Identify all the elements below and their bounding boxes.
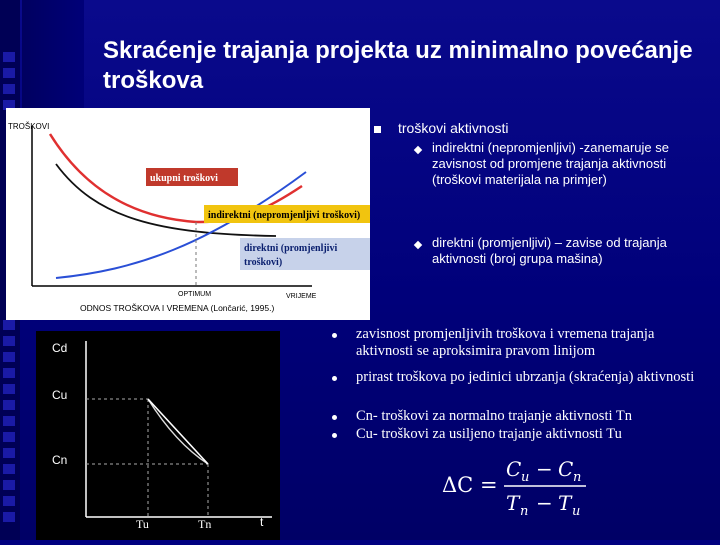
direct-cost-chart (36, 331, 280, 540)
numerator-sub-n: n (573, 470, 582, 485)
strip-square (3, 512, 15, 522)
tn-label: Tn (198, 517, 212, 531)
y-axis-label: TROŠKOVI (8, 122, 50, 131)
cn-label: Cn (52, 453, 68, 467)
bullet-dot-icon (332, 433, 337, 438)
strip-square (3, 464, 15, 474)
numerator-minus: − (536, 457, 553, 481)
cd-label: Cd (52, 341, 68, 355)
slide-title: Skraćenje trajanja projekta uz minimalno povećanje troškova (103, 37, 693, 94)
cost-slope-formula (440, 452, 600, 522)
strip-square (3, 352, 15, 362)
linear-approximation (148, 399, 208, 464)
numerator-sub-u: u (521, 470, 530, 485)
denominator-minus: − (536, 491, 553, 515)
strip-square (3, 368, 15, 378)
strip-square (3, 320, 15, 330)
bullet-diamond-icon (414, 146, 422, 154)
strip-square (3, 384, 15, 394)
bullet-dot-icon (332, 376, 337, 381)
cost-time-chart (6, 108, 370, 320)
strip-square (3, 432, 15, 442)
numerator-c2: C (558, 457, 574, 481)
bullet-item-1: zavisnost promjenljivih troškova i vremena trajanja aktivnosti se aproksimira pravom linijom (356, 326, 655, 359)
strip-square (3, 336, 15, 346)
formula-lhs: ΔC (442, 473, 474, 497)
bullet-dot-icon (332, 333, 337, 338)
numerator-c1: C (506, 457, 522, 481)
chart-caption: ODNOS TROŠKOVA I VREMENA (Lončarić, 1995.) (80, 303, 275, 313)
bullet-diamond-icon (414, 241, 422, 249)
denominator-t1: T (506, 491, 520, 515)
cost-time-chart-svg (6, 108, 370, 320)
denominator-sub-u: u (572, 504, 581, 519)
strip-square (3, 496, 15, 506)
bullet-square-icon (374, 126, 381, 133)
bullet-main: troškovi aktivnosti (398, 120, 509, 136)
x-axis-label: VRIJEME (286, 293, 317, 300)
bullet-sub-indirect: indirektni (nepromjenljivi) -zanemaruje se zavisnost od promjene trajanja aktivnosti (troškovi materijala na primjer) (432, 140, 669, 187)
bullet-item-4: Cu- troškovi za usiljeno trajanje aktivnosti Tu (356, 426, 622, 442)
optimum-label: OPTIMUM (178, 291, 212, 298)
strip-square (3, 52, 15, 62)
indirect-cost-label: indirektni (nepromjenljivi troškovi) (208, 210, 361, 221)
t-label: t (260, 515, 264, 529)
formula-equals: = (480, 473, 498, 497)
cu-label: Cu (52, 388, 68, 402)
bullet-dot-icon (332, 415, 337, 420)
direct-cost-chart-svg (36, 331, 280, 540)
bullet-item-2: prirast troškova po jedinici ubrzanja (skraćenja) aktivnosti (356, 369, 695, 385)
total-cost-label: ukupni troškovi (150, 173, 218, 184)
strip-square (3, 480, 15, 490)
direct-cost-label-1: direktni (promjenljivi (244, 243, 338, 254)
denominator-sub-n: n (520, 504, 529, 519)
strip-square (3, 400, 15, 410)
tu-label: Tu (136, 517, 149, 531)
strip-square (3, 68, 15, 78)
strip-square (3, 84, 15, 94)
bullet-item-3: Cn- troškovi za normalno trajanje aktivnosti Tn (356, 408, 632, 424)
denominator-t2: T (558, 491, 572, 515)
direct-cost-label-2: troškovi) (244, 257, 283, 268)
strip-square (3, 448, 15, 458)
bullet-sub-direct: direktni (promjenljivi) – zavise od trajanja aktivnosti (broj grupa mašina) (432, 235, 667, 266)
strip-square (3, 416, 15, 426)
